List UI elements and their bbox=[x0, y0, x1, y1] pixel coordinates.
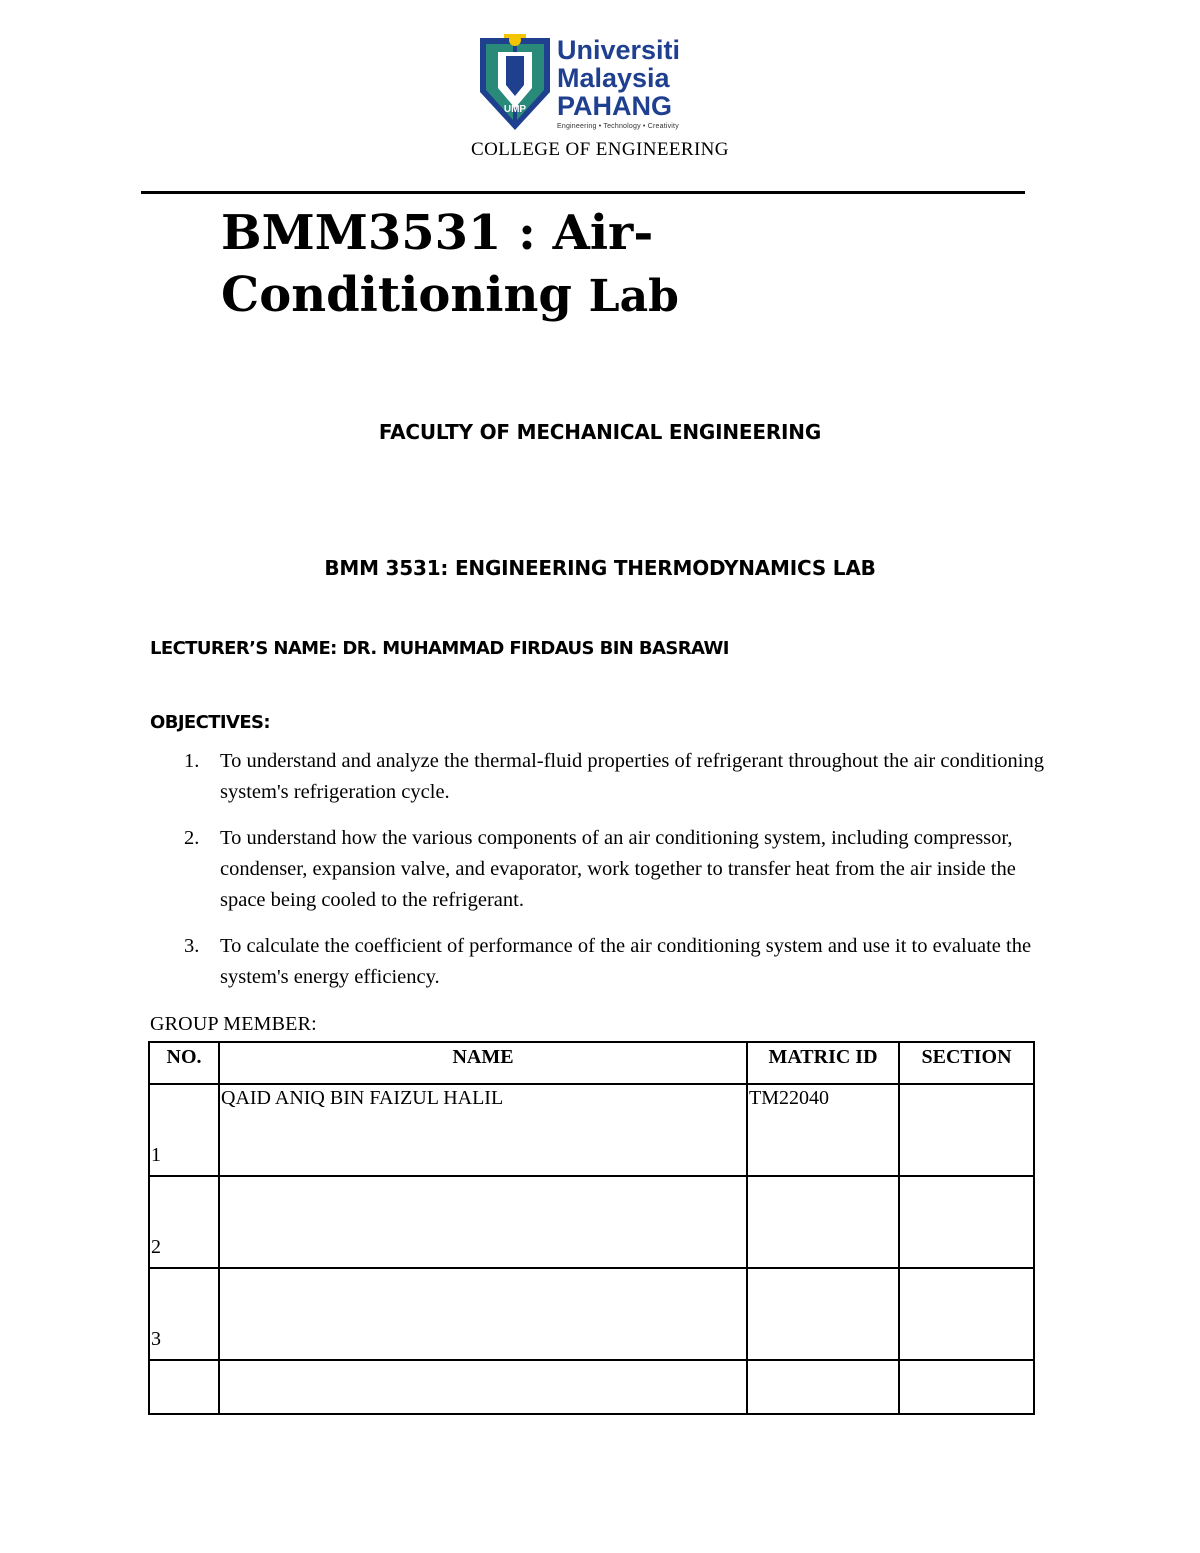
cell-matric: TM22040 bbox=[747, 1084, 899, 1176]
table-row bbox=[149, 1176, 1034, 1268]
objectives-list bbox=[150, 746, 1050, 1008]
objective-text: To understand how the various components of an air conditioning system, including compressor, condenser, expansion valve, and evaporator, work together to transfer heat from the air inside the space being cooled to the refrigerant. bbox=[220, 827, 1016, 911]
objective-item bbox=[150, 746, 1050, 808]
group-member-table bbox=[148, 1041, 1035, 1415]
cell-section bbox=[899, 1360, 1034, 1414]
objective-text: To understand and analyze the thermal-fluid properties of refrigerant throughout the air conditioning system's refrigeration cycle. bbox=[220, 750, 1044, 803]
objective-item bbox=[150, 931, 1050, 993]
objective-number: 2. bbox=[184, 827, 200, 849]
cell-name: QAID ANIQ BIN FAIZUL HALIL bbox=[219, 1084, 747, 1176]
column-header-no: NO. bbox=[149, 1042, 219, 1084]
group-member-heading: GROUP MEMBER: bbox=[150, 1013, 317, 1035]
column-header-section: SECTION bbox=[899, 1042, 1034, 1084]
table-row bbox=[149, 1360, 1034, 1414]
column-header-name: NAME bbox=[219, 1042, 747, 1084]
course-heading: BMM 3531: ENGINEERING THERMODYNAMICS LAB bbox=[324, 556, 876, 580]
cell-no bbox=[149, 1360, 219, 1414]
objective-number: 1. bbox=[184, 750, 200, 772]
cell-name bbox=[219, 1268, 747, 1360]
table-row bbox=[149, 1084, 1034, 1176]
cell-matric bbox=[747, 1176, 899, 1268]
logo-emblem-text: UMP bbox=[503, 104, 527, 115]
university-tagline: Engineering • Technology • Creativity bbox=[557, 123, 679, 130]
table-header-row bbox=[149, 1042, 1034, 1084]
objective-number: 3. bbox=[184, 935, 200, 957]
university-line-3: PAHANG bbox=[557, 91, 673, 121]
objectives-heading: OBJECTIVES: bbox=[150, 712, 270, 733]
cell-name bbox=[219, 1360, 747, 1414]
university-line-1: Universiti bbox=[557, 35, 681, 65]
faculty-heading: FACULTY OF MECHANICAL ENGINEERING bbox=[378, 420, 822, 444]
title-line-1: BMM3531 : Air- bbox=[221, 205, 654, 261]
objective-text: To calculate the coefficient of performance of the air conditioning system and use it to evaluate the system's energy efficiency. bbox=[220, 935, 1032, 988]
cell-section bbox=[899, 1176, 1034, 1268]
cell-matric bbox=[747, 1360, 899, 1414]
objective-item bbox=[150, 823, 1050, 916]
title-line-2 bbox=[221, 264, 679, 328]
cell-no: 3 bbox=[149, 1268, 219, 1360]
header-divider bbox=[141, 191, 1025, 194]
college-name: COLLEGE OF ENGINEERING bbox=[471, 139, 729, 160]
lecturer-name: LECTURER’S NAME: DR. MUHAMMAD FIRDAUS BIN BASRAWI bbox=[150, 638, 729, 659]
university-name bbox=[557, 36, 680, 133]
title-main-word: Conditioning bbox=[221, 267, 572, 323]
cell-matric bbox=[747, 1268, 899, 1360]
document-title bbox=[221, 202, 679, 328]
cell-name bbox=[219, 1176, 747, 1268]
cell-section bbox=[899, 1084, 1034, 1176]
table-row bbox=[149, 1268, 1034, 1360]
title-suffix: Lab bbox=[588, 271, 679, 322]
cell-no: 1 bbox=[149, 1084, 219, 1176]
cell-no: 2 bbox=[149, 1176, 219, 1268]
column-header-matric: MATRIC ID bbox=[747, 1042, 899, 1084]
university-line-2: Malaysia bbox=[557, 63, 670, 93]
cell-section bbox=[899, 1268, 1034, 1360]
